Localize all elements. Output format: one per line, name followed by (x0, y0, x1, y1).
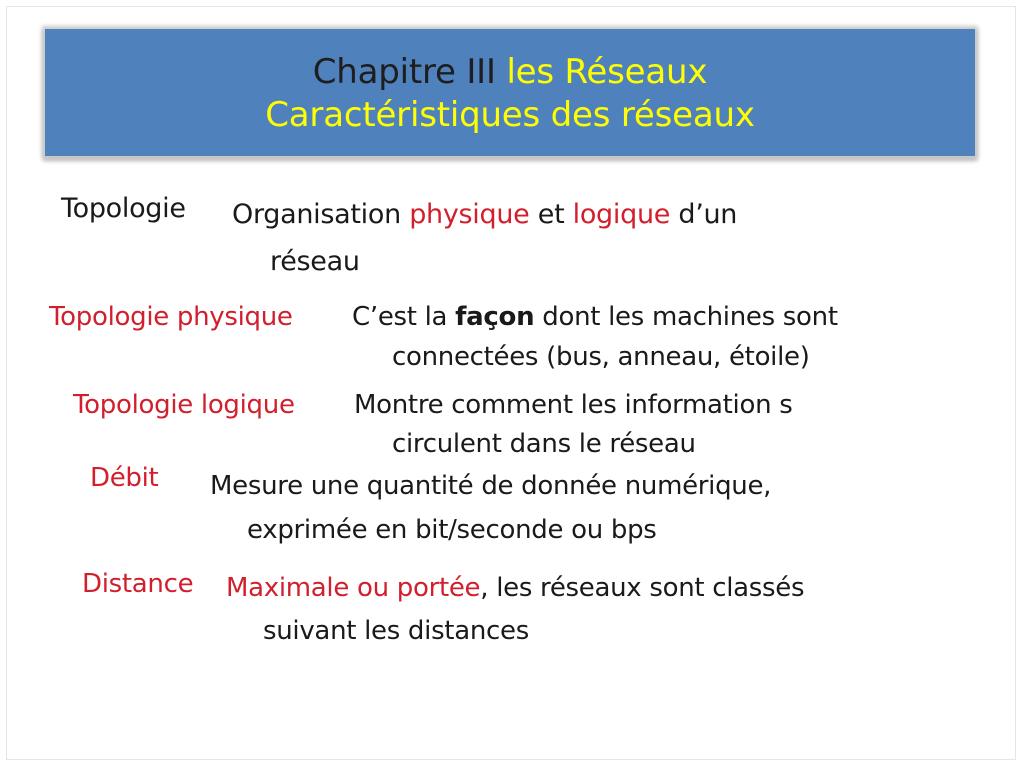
def-logique-line-1: Montre comment les information s (354, 390, 793, 420)
def-debit-line-2: exprimée en bit/seconde ou bps (247, 515, 657, 545)
def-physique-a: C’est la (352, 302, 456, 332)
def-distance-red: Maximale ou portée (226, 573, 481, 603)
def-logique-line-2: circulent dans le réseau (392, 429, 696, 459)
title-line-2: Caractéristiques des réseaux (265, 95, 755, 135)
def-topologie-physique: physique (409, 199, 530, 230)
def-physique-bold: façon (455, 302, 535, 332)
def-topologie-line-1 (232, 200, 737, 230)
def-distance-line-2: suivant les distances (263, 616, 529, 646)
title-prefix: Chapitre III (312, 52, 507, 92)
def-physique-line-1 (352, 302, 838, 332)
def-topologie-e: d’un (670, 199, 738, 230)
def-physique-b: dont les machines sont (534, 302, 838, 332)
term-distance: Distance (82, 569, 194, 599)
def-debit-line-1: Mesure une quantité de donnée numérique, (210, 471, 772, 501)
def-physique-line-2: connectées (bus, anneau, étoile) (392, 342, 810, 372)
def-distance-rest: , les réseaux sont classés (480, 573, 805, 603)
def-topologie-line-2: réseau (270, 246, 360, 277)
def-topologie-logique: logique (572, 199, 671, 230)
def-topologie-a: Organisation (232, 199, 410, 230)
def-topologie-c: et (529, 199, 573, 230)
term-topologie-physique: Topologie physique (49, 302, 293, 332)
title-line-1 (45, 51, 975, 94)
term-debit: Débit (90, 463, 159, 493)
title-box (45, 29, 975, 156)
title-highlight: les Réseaux (506, 52, 708, 92)
def-distance-line-1 (226, 573, 804, 603)
term-topologie-logique: Topologie logique (73, 390, 295, 420)
term-topologie: Topologie (61, 193, 186, 224)
